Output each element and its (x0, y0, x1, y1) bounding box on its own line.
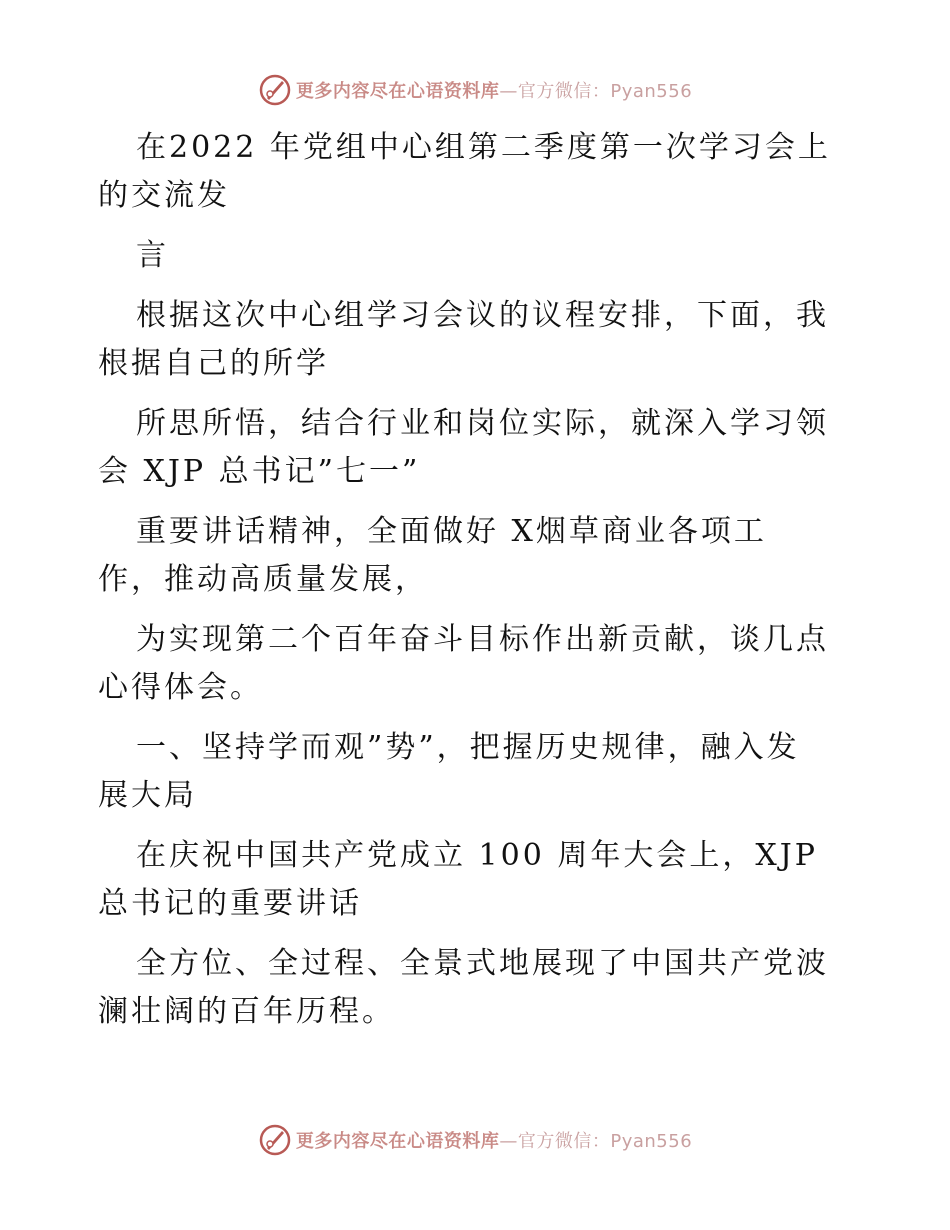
section-heading (98, 724, 858, 820)
paragraph-line: 在2022 年党组中心组第二季度第一次学习会上 (136, 130, 831, 165)
watermark-sub: —官方微信：Pyan556 (499, 1131, 693, 1152)
paragraph-line: 作，推动高质量发展， (98, 562, 428, 597)
paragraph-line: 根据自己的所学 (98, 346, 329, 381)
paragraph-line: 会 XJP 总书记”七一” (98, 454, 421, 489)
footer-watermark (0, 1120, 950, 1160)
paragraph (98, 400, 858, 496)
header-watermark (0, 70, 950, 110)
watermark-text (296, 1127, 692, 1153)
paragraph (98, 292, 858, 388)
paragraph-line: 一、坚持学而观”势”，把握历史规律，融入发 (136, 730, 800, 765)
paragraph (98, 124, 858, 220)
paragraph (98, 232, 858, 280)
paragraph-line: 为实现第二个百年奋斗目标作出新贡献，谈几点 (136, 622, 829, 657)
quill-logo-icon (258, 73, 292, 107)
quill-logo-icon (258, 1123, 292, 1157)
paragraph-line: 言 (136, 238, 169, 273)
paragraph-line: 全方位、全过程、全景式地展现了中国共产党波 (136, 946, 829, 981)
paragraph (98, 508, 858, 604)
watermark-sub: —官方微信：Pyan556 (499, 81, 693, 102)
paragraph (98, 832, 858, 928)
paragraph-line: 展大局 (98, 778, 197, 813)
paragraph-line: 根据这次中心组学习会议的议程安排，下面，我 (136, 298, 829, 333)
document-body (98, 124, 858, 1036)
paragraph-line: 重要讲话精神，全面做好 X烟草商业各项工 (136, 514, 767, 549)
watermark-text (296, 77, 692, 103)
paragraph-line: 在庆祝中国共产党成立 100 周年大会上，XJP (136, 838, 818, 873)
watermark-main: 更多内容尽在心语资料库 (295, 81, 500, 102)
watermark-main: 更多内容尽在心语资料库 (295, 1131, 500, 1152)
paragraph-line: 的交流发 (98, 178, 230, 213)
paragraph-line: 所思所悟，结合行业和岗位实际，就深入学习领 (136, 406, 829, 441)
paragraph-line: 澜壮阔的百年历程。 (98, 994, 395, 1029)
paragraph-line: 心得体会。 (98, 670, 263, 705)
paragraph (98, 940, 858, 1036)
paragraph (98, 616, 858, 712)
paragraph-line: 总书记的重要讲话 (98, 886, 362, 921)
